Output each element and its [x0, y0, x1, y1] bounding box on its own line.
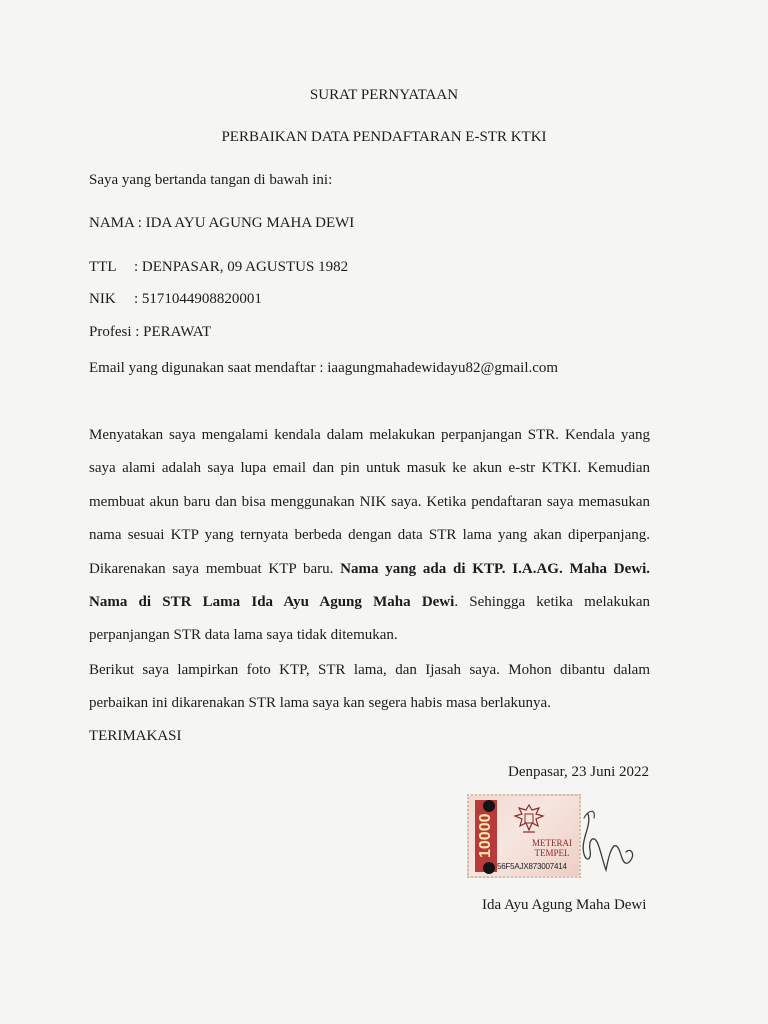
field-ttl-value: : DENPASAR, 09 AGUSTUS 1982 — [134, 259, 349, 275]
body-line-8: Berikut saya lampirkan foto KTP, STR lama, dan Ijasah saya. Mohon dibantu dalam — [89, 662, 650, 678]
stamp-punch-hole-top — [483, 800, 495, 812]
place-date: Denpasar, 23 Juni 2022 — [508, 764, 650, 780]
document-subtitle: PERBAIKAN DATA PENDAFTARAN E-STR KTKI — [221, 129, 547, 145]
stamp-label-line2: TEMPEL — [534, 848, 570, 858]
body-line-7: perpanjangan STR data lama saya tidak ditemukan. — [89, 627, 398, 643]
stamp-label-line1: METERAI — [532, 838, 572, 848]
body-line-5-normal: Dikarenakan saya membuat KTP baru. — [89, 561, 334, 577]
field-nik-value: : 5171044908820001 — [134, 291, 262, 307]
body-line-9: perbaikan ini dikarenakan STR lama saya kan segera habis masa berlakunya. — [89, 695, 551, 711]
garuda-emblem-icon — [511, 802, 547, 836]
handwritten-signature — [570, 800, 640, 880]
field-nik-label: NIK — [89, 291, 116, 307]
body-line-6-bold: Nama di STR Lama Ida Ayu Agung Maha Dewi — [89, 594, 455, 610]
field-ttl-label: TTL — [89, 259, 117, 275]
body-line-2: saya alami adalah saya lupa email dan pin untuk masuk ke akun e-str KTKI. Kemudian — [89, 460, 650, 476]
stamp-punch-hole-bottom — [483, 862, 495, 874]
meterai-stamp — [467, 794, 581, 878]
body-line-6 — [89, 594, 650, 611]
body-line-5-bold: Nama yang ada di KTP. I.A.AG. Maha Dewi. — [340, 561, 651, 577]
body-line-1: Menyatakan saya mengalami kendala dalam melakukan perpanjangan STR. Kendala yang — [89, 427, 650, 443]
body-line-4: nama sesuai KTP yang ternyata berbeda dengan data STR lama yang akan diperpanjang. — [89, 527, 650, 543]
body-line-5 — [89, 561, 650, 578]
stamp-value: 10000 — [477, 813, 494, 859]
stamp-serial: 56F5AJX873007414 — [497, 862, 567, 871]
signer-name: Ida Ayu Agung Maha Dewi — [482, 897, 647, 913]
document-title: SURAT PERNYATAAN — [309, 87, 459, 103]
closing-text: TERIMAKASI — [89, 728, 182, 744]
field-email: Email yang digunakan saat mendaftar : iaagungmahadewidayu82@gmail.com — [89, 360, 559, 376]
body-line-3: membuat akun baru dan bisa menggunakan NIK saya. Ketika pendaftaran saya memasukan — [89, 494, 650, 510]
field-profesi: Profesi : PERAWAT — [89, 324, 212, 340]
body-line-6-normal: . Sehingga ketika melakukan — [454, 594, 650, 610]
field-nama: NAMA : IDA AYU AGUNG MAHA DEWI — [89, 215, 355, 231]
intro-text: Saya yang bertanda tangan di bawah ini: — [89, 172, 333, 188]
